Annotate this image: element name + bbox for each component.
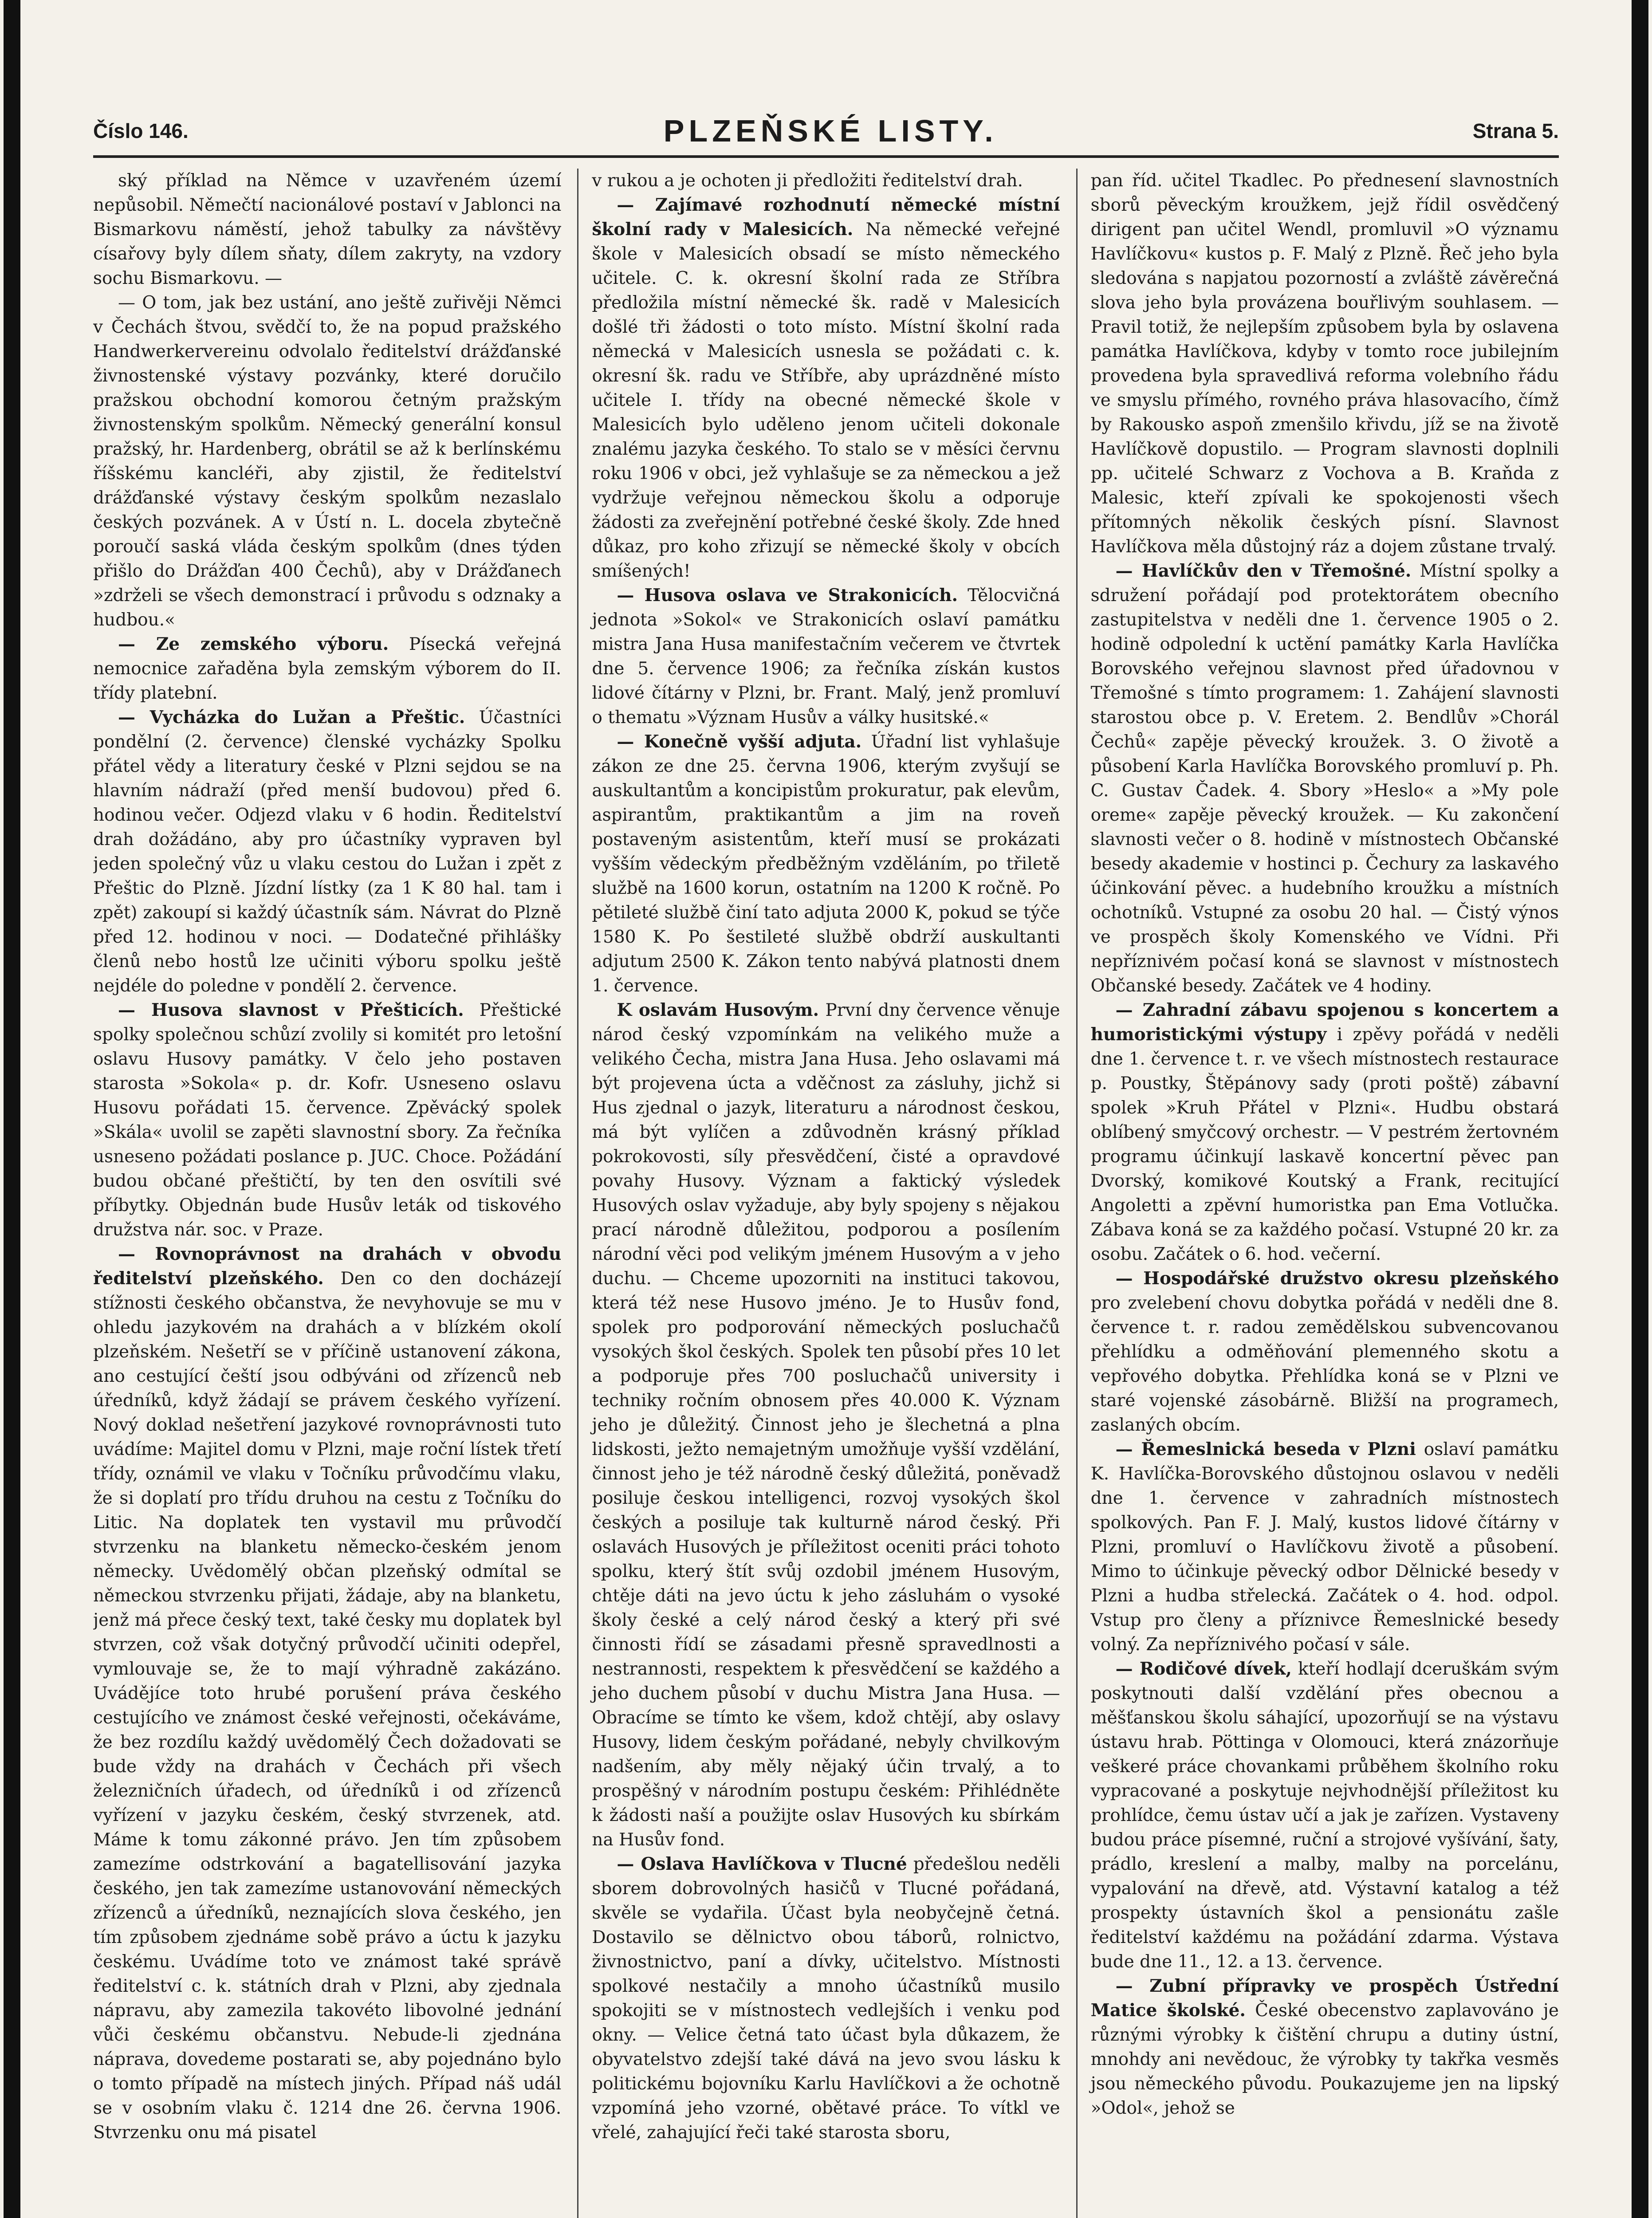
article-paragraph <box>592 583 1060 730</box>
article-paragraph <box>1091 1266 1559 1437</box>
scan-border-left <box>4 0 20 2218</box>
article-text: Na německé veřejné škole v Malesicích obsadí se místo německého učitele. C. k. okresní školní rada ze Stříbra předložila místní německé šk. radě v Malesicích došlé tři žádosti o toto místo. Místní školní rada německá v Malesicích usnesla se požádati c. k. okresní šk. radu ve Stříbře, aby uprázdněné místo učitele I. třídy na obecné německé škole v Malesicích bylo uděleno jenom učiteli dokonale znalému jazyka českého. To stalo se v měsíci červnu roku 1906 v obci, jež vyhlašuje se za německou a jež vydržuje veřejnou německou školu a odporuje žádosti za zveřejnění potřebné české školy. Zde hned důkaz, pro koho zřizují se německé školy v obcích smíšených! <box>592 220 1060 581</box>
article-heading: — Havlíčkův den v Třemošné. <box>1115 561 1412 581</box>
article-paragraph <box>93 291 561 632</box>
article-text: Tělocvičná jednota »Sokol« ve Strakonicích oslaví památku mistra Jana Husa manifestačním večerem ve čtvrtek dne 5. července 1906; za řečníka získán kustos lidové čítárny v Plzni, br. Frant. Malý, jenž promluví o thematu »Význam Husův a války husitské.« <box>592 586 1060 728</box>
column-3 <box>1076 169 1559 2218</box>
article-paragraph <box>592 1852 1060 2145</box>
article-heading: — Zubní přípravky ve prospěch Ústřední Matice školské. <box>1090 1976 1559 2021</box>
article-text: Přeštické spolky společnou schůzí zvolily si komitét pro letošní oslavu Husovy památky. V čelo jeho postaven starosta »Sokola« p. dr. Kofr. Usneseno oslavu Husovu pořádati 15. července. Zpěvácký spolek »Skála« uvolil se zapěti slavnostní sbory. Za řečníka usneseno požádati poslance p. JUC. Choce. Požádání budou občané přeštičtí, by ten den osvítili své příbytky. Objednán bude Husův leták od tiskového družstva nár. soc. v Praze. <box>93 1000 562 1240</box>
column-2 <box>577 169 1060 2218</box>
article-paragraph <box>592 998 1060 1852</box>
article-paragraph <box>1091 1437 1559 1657</box>
article-paragraph <box>93 705 561 998</box>
article-paragraph <box>93 1242 561 2145</box>
article-paragraph <box>1091 169 1559 559</box>
article-text: kteří hodlají dceruškám svým poskytnouti další vzdělání přes obecnou a měšťanskou školu sáhající, upozorňují se na výstavu ústavu hrab. Pöttinga v Olomouci, která znázorňuje veškeré práce chovankami průběhem školního roku vypracované a poskytuje nejvhodnější příležitost ku prohlídce, čemu ústav učí a jak je zařízen. Vystaveny budou práce písemné, ruční a strojové vyšívání, šaty, prádlo, kreslení a malby, malby na porcelánu, vypalování na dřevě, atd. Výstavní katalog a též prospekty ústavních škol a pensionátu zašle ředitelství každému na požádání zdarma. Výstava bude dne 11., 12. a 13. července. <box>1090 1659 1559 1972</box>
article-heading: — Zajímavé rozhodnutí německé místní školní rady v Malesicích. <box>592 195 1060 240</box>
article-heading: K oslavám Husovým. <box>617 1000 819 1020</box>
article-text: oslaví památku K. Havlíčka-Borovského důstojnou oslavou v neděli dne 1. července v zahradních místnostech spolkových. Pan F. J. Malý, kustos lidové čítárny v Plzni, promluví o Havlíčkovu životě a působení. Mimo to účinkuje pěvecký odbor Dělnické besedy v Plzni a hudba střelecká. Začátek o 4. hod. odpol. Vstup pro členy a příznivce Řemeslnické besedy volný. Za nepříznivého počasí v sále. <box>1090 1439 1559 1655</box>
article-text: i zpěvy pořádá v neděli dne 1. července t. r. ve všech místnostech restaurace p. Poustky, Štěpánovy sady (proti poště) zábavní spolek »Kruh Přátel v Plzni«. Hudbu obstará oblíbený smyčcový orchestr. — V pestrém žertovném programu účinkují laskavě koncertní pěvec pan Dvorský, komikové Koutský a Frank, recitující Angoletti a zpěvní humoristka pan Ema Votlučka. Zábava koná se za každého počasí. Vstupné 20 kr. za osobu. Začátek o 6. hod. večerní. <box>1090 1025 1559 1264</box>
article-heading: — Konečně vyšší adjuta. <box>617 731 862 752</box>
article-heading: — Rovnoprávnost na drahách v obvodu ředitelství plzeňského. <box>93 1244 562 1289</box>
article-text: ský příklad na Němce v uzavřeném území nepůsobil. Němečtí nacionálové postaví v Jablonci na Bismarkovu náměstí, jehož tabulky za návštěvy císařovy byly dílem sňaty, dílem zakryty, na vzdory sochu Bismarkovu. — <box>93 171 562 288</box>
article-text: Písecká veřejná nemocnice zařaděna byla zemským výborem do II. třídy platební. <box>93 634 562 703</box>
article-text: Účastníci pondělní (2. července) členské vycházky Spolku přátel vědy a literatury české v Plzni sejdou se na hlavním nádraží (před menší budovou) před 6. hodinou večer. Odjezd vlaku v 6 hodin. Ředitelství drah dožádáno, aby pro účastníky vypraven byl jeden společný vůz u vlaku cestou do Lužan i zpět z Přeštic do Plzně. Jízdní lístky (za 1 K 80 hal. tam i zpět) zakoupí si každý účastník sám. Návrat do Plzně před 12. hodinou v noci. — Dodatečné přihlášky členů nebo hostů lze učiniti výboru spolku ještě nejdéle do poledne v pondělí 2. července. <box>93 708 562 996</box>
article-paragraph <box>592 730 1060 998</box>
article-paragraph <box>1091 1657 1559 1974</box>
page-header <box>93 113 1559 149</box>
newspaper-title: PLZEŇSKÉ LISTY. <box>663 114 998 148</box>
article-text: pro zvelebení chovu dobytka pořádá v neděli dne 8. července t. r. radou zemědělskou subvencovanou přehlídku a odměňování plemenného skotu a vepřového dobytka. Přehlídka koná se v Plzni ve staré vojenské zásobárně. Bližší na programech, zaslaných obcím. <box>1090 1293 1559 1435</box>
article-heading: — Rodičové dívek, <box>1115 1659 1292 1679</box>
article-paragraph <box>93 998 561 1242</box>
article-paragraph <box>93 169 561 291</box>
article-text: Místní spolky a sdružení pořádají pod protektorátem obecního zastupitelstva v neděli dne 1. července 1905 o 2. hodině odpolední k uctění památky Karla Havlíčka Borovského veřejnou slavnost před úřadovnou v Třemošné s tímto programem: 1. Zahájení slavnosti starostou obce p. V. Eretem. 2. Bendlův »Chorál Čechů« zapěje pěvecký kroužek. 3. O životě a působení Karla Havlíčka Borovského promluví p. Ph. C. Gustav Čadek. 4. Sbory »Heslo« a »My pole oreme« zapěje pěvecký kroužek. — Ku zakončení slavnosti večer o 8. hodině v místnostech Občanské besedy akademie v hostinci p. Čechury za laskavého účinkování pěvec. a hudebního kroužku a místních ochotníků. Vstupné za osobu 20 hal. — Čistý výnos ve prospěch školy Komenského ve Vídni. Při nepříznivém počasí koná se slavnost v místnostech Občanské besedy. Začátek ve 4 hodiny. <box>1090 561 1559 996</box>
article-text: Úřadní list vyhlašuje zákon ze dne 25. června 1906, kterým zvyšují se auskultantům a koncipistům prokuratur, pak elevům, aspirantům, praktikantům a jim na roveň postaveným asistentům, kteří musí se prokázati vyšším vědeckým předběžným vzděláním, po třiletě službě na 1600 korun, ostatním na 1200 K ročně. Po pětileté službě činí tato adjuta 2000 K, pokud se týče 1580 K. Po šestileté službě obdrží auskultanti adjutum 2500 K. Zákon tento nabývá platnosti dnem 1. července. <box>592 732 1060 996</box>
page-number: Strana 5. <box>1472 119 1559 142</box>
article-text: První dny července věnuje národ český vzpomínkám na velikého muže a velikého Čecha, mistra Jana Husa. Jeho oslavami má být projevena úcta a vděčnost za zásluhy, jichž si Hus zjednal o jazyk, literaturu a národnost českou, má být vylíčen a zdůvodněn krásný příklad pokrokovosti, síly přesvědčení, čisté a opravdové povahy Husovy. Význam a faktický výsledek Husových oslav vyžaduje, aby byly spojeny s nějakou prací národně důležitou, podporou a posílením národní věci pod velikým jménem Husovým a v jeho duchu. — Chceme upozorniti na instituci takovou, která též nese Husovo jméno. Je to Husův fond, spolek pro podporování německých posluchačů vysokých škol českých. Spolek ten působí přes 10 let a podporuje přes 700 posluchačů university i techniky ročním obnosem přes 40.000 K. Význam jeho je důležitý. Činnost jeho je šlechetná a plna lidskosti, ježto nemajetným umožňuje vyšší vzdělání, činnost jeho je též národně český důležitá, poněvadž posiluje českou intelligenci, rozvoj vysokých škol českých a posiluje tak kulturně národ český. Při oslavách Husových je příležitost oceniti práci tohoto spolku, který štít svůj ozdobil jménem Husovým, chtěje dáti na jevo úctu k jeho zásluhám o vysoké školy české a celý národ český a který při své činnosti řídí se zásadami přesně spravedlnosti a nestrannosti, respektem k přesvědčení se každého a jeho duchem působí v duchu Mistra Jana Husa. — Obracíme se tímto ke všem, kdož chtějí, aby oslavy Husovy, lidem českým pořádané, nebyly chvilkovým nadšením, aby měly nějaký účin trvalý, a to prospěšný v národním postupu českém: Přihlédněte k žádosti naší a použijte oslav Husových ku sbírkám na Husův fond. <box>592 1000 1060 1850</box>
article-paragraph <box>93 632 561 705</box>
article-heading: — Řemeslnická beseda v Plzni <box>1115 1439 1416 1459</box>
issue-number: Číslo 146. <box>93 119 189 142</box>
scan-border-right <box>1632 0 1648 2218</box>
article-paragraph <box>1091 559 1559 998</box>
article-heading: — Husova slavnost v Přešticích. <box>118 1000 464 1020</box>
article-heading: — Zahradní zábavu spojenou s koncertem a humoristickými výstupy <box>1090 1000 1559 1045</box>
article-text: — O tom, jak bez ustání, ano ještě zuřivěji Němci v Čechách štvou, svědčí to, že na popud pražského Handwerkervereinu odvolalo ředitelství drážďanské živnostenské výstavy pozvánky, které doručilo pražskou obchodní komorou četným pražským živnostenským spolkům. Německý generální konsul pražský, hr. Hardenberg, obrátil se až k berlínskému říšskému kancléři, aby zjistil, že ředitelství drážďanské výstavy českým spolkům nezaslalo českých pozvánek. A v Ústí n. L. docela zbytečně poroučí saská vláda českým spolkům (dnes týden přišlo do Drážďan 400 Čechů), aby v Drážďanech »zdrželi se všech demonstrací i průvodu s odznaky a hudbou.« <box>93 293 562 630</box>
article-text: předešlou neděli sborem dobrovolných hasičů v Tlucné pořádaná, skvěle se vydařila. Účast byla neobyčejně četná. Dostavilo se dělnictvo obou táborů, rolnictvo, živnostnictvo, paní a dívky, učitelstvo. Místnosti spolkové nestačily a mnoho účastníků musilo spokojiti se v místnostech vedlejších i venku pod okny. — Velice četná tato účast byla důkazem, že obyvatelstvo zdejší také dává na jevo svou lásku k politickému bojovníku Karlu Havlíčkovi a že ochotně vzpomíná jeho vzorné, obětavé práce. To vítkl ve vřelé, zahajující řeči také starosta sboru, <box>592 1854 1060 2143</box>
header-rule <box>93 155 1559 158</box>
column-1 <box>93 169 561 2218</box>
article-paragraph <box>1091 1974 1559 2120</box>
article-text: pan říd. učitel Tkadlec. Po přednesení slavnostních sborů pěveckým kroužkem, jejž řídil osvědčený dirigent pan učitel Wendl, promluvil »O významu Havlíčkovu« kustos p. F. Malý z Plzně. Řeč jeho byla sledována s napjatou pozorností a zvláště závěrečná slova jeho byla provázena bouřlivým souhlasem. — Pravil totiž, že nejlepším způsobem byla by oslavena památka Havlíčkova, kdyby v tomto roce jubilejním provedena byla spravedlivá reforma volebního řádu ve smyslu přímého, rovného práva hlasovacího, čímž by Rakousko aspoň zmenšilo křivdu, jíž se na životě Havlíčkově dopustilo. — Program slavnosti doplnili pp. učitelé Schwarz z Vochova a B. Kraňda z Malesic, kteří zpívali ke spokojenosti všech přítomných několik českých písní. Slavnost Havlíčkova měla důstojný ráz a dojem zůstane trvalý. <box>1090 171 1559 557</box>
article-columns <box>93 169 1559 2218</box>
article-paragraph <box>592 169 1060 193</box>
article-heading: — Hospodářské družstvo okresu plzeňského <box>1115 1268 1559 1289</box>
article-text: Den co den docházejí stížnosti českého občanstva, že nevyhovuje se mu v ohledu jazykovém na drahách a v blízkém okolí plzeňském. Nešetří se v příčině ustanovení zákona, ano cestující čeští jsou odbýváni od zřízenců neb úředníků, když žádají se právem českého vyřízení. Nový doklad nešetření jazykové rovnoprávnosti tuto uvádíme: Majitel domu v Plzni, maje roční lístek třetí třídy, oznámil ve vlaku v Točníku průvodčímu vlaku, že si doplatí pro třídu druhou na cestu z Točníku do Litic. Na doplatek ten vystavil mu průvodčí stvrzenku na blanketu německo-českém jenom německy. Uvědomělý občan plzeňský odmítal se německou stvrzenku přijati, žádaje, aby na blanketu, jenž má přece český text, také česky mu doplatek byl stvrzen, což však dotyčný průvodčí učiniti odepřel, vymlouvaje se, že to mají výhradně zakázáno. Uvádějíce toto hrubé porušení práva českého cestujícího ve známost české veřejnosti, očekáváme, že bez rozdílu každý uvědomělý Čech dožadovati se bude vždy na drahách v Čechách při všech železničních úřadech, od úředníků i od zřízenců vyřízení v jazyku českém, český stvrzenek, atd. Máme k tomu zákonné právo. Jen tím způsobem zamezíme odstrkování a bagatellisování jazyka českého, jen tak zamezíme ustanovování německých zřízenců a úředníků, neznajících slova českého, jen tím způsobem zjednáme sobě právo a úctu k jazyku českému. Uvádíme toto ve známost také správě ředitelství c. k. státních drah v Plzni, aby zjednala nápravu, aby zamezila takovéto libovolné jednání vůči českému občanstvu. Nebude-li zjednána náprava, dovedeme postarati se, aby pojednáno bylo o tomto případě na místech jiných. Případ náš udál se v osobním vlaku č. 1214 dne 26. června 1906. Stvrzenku onu má pisatel <box>93 1269 562 2143</box>
article-heading: — Oslava Havlíčkova v Tlucné <box>617 1854 907 1874</box>
article-text: České obecenstvo zaplavováno je různými výrobky k čištění chrupu a dutiny ústní, mnohdy ani nevědouc, že výrobky ty takřka vesměs jsou německého původu. Poukazujeme jen na lipský »Odol«, jehož se <box>1090 2001 1559 2118</box>
article-heading: — Husova oslava ve Strakonicích. <box>617 585 958 606</box>
article-heading: — Ze zemského výboru. <box>118 634 389 654</box>
article-paragraph <box>592 193 1060 583</box>
article-text: v rukou a je ochoten ji předložiti ředitelství drah. <box>592 171 1023 191</box>
article-paragraph <box>1091 998 1559 1266</box>
article-heading: — Vycházka do Lužan a Přeštic. <box>118 707 465 728</box>
